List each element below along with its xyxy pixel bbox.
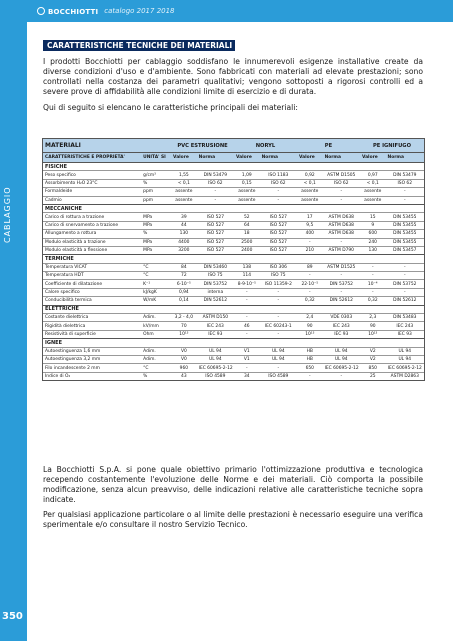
norm-cell: ISO 62 (197, 179, 234, 187)
norm-cell: UL 94 (197, 355, 234, 363)
norm-cell: DIN 53455 (386, 238, 424, 246)
value-cell: 90 (297, 322, 323, 330)
norm-cell: DIN 52612 (386, 297, 424, 305)
value-cell: 0,15 (234, 179, 260, 187)
unit-cell: g/cm³ (141, 171, 171, 179)
norm-cell: ISO 527 (197, 246, 234, 254)
norm-cell: ISO 527 (197, 221, 234, 229)
value-cell: 25 (360, 372, 386, 380)
norm-cell: DIN 53752 (197, 280, 234, 288)
value-cell: assente (297, 188, 323, 196)
header-bar (27, 0, 453, 22)
value-cell: - (360, 272, 386, 280)
value-cell: - (360, 263, 386, 271)
unit-cell: MPa (141, 246, 171, 254)
unit-cell: K⁻¹ (141, 280, 171, 288)
value-cell: 3,2 - 4,0 (171, 314, 197, 322)
table-row (43, 372, 424, 380)
unit-cell: Adim. (141, 355, 171, 363)
value-cell: 10¹³ (360, 330, 386, 338)
material-pe-ignifugo: PE IGNIFUGO (360, 139, 424, 153)
value-cell: 46 (234, 322, 260, 330)
norm-cell: - (260, 196, 297, 204)
norm-cell: DIN 53479 (386, 171, 424, 179)
norm-cell: ISO 527 (197, 230, 234, 238)
unit-cell: ppm (141, 196, 171, 204)
section-heading: IGNEE (43, 339, 424, 347)
brand-circle-icon (37, 7, 45, 15)
value-cell: 15 (360, 213, 386, 221)
value-cell: 64 (234, 221, 260, 229)
norm-cell: IEC 60243-1 (260, 322, 297, 330)
norm-cell: UL 94 (386, 347, 424, 355)
property-cell: Cadmio (43, 196, 141, 204)
col-property: CARATTERISTICHE E PROPRIETA' (43, 153, 141, 163)
unit-cell: % (141, 372, 171, 380)
value-cell: 400 (297, 230, 323, 238)
table-header-materials (43, 139, 424, 153)
norm-cell: ISO 62 (386, 179, 424, 187)
value-cell: 10¹³ (297, 330, 323, 338)
value-cell: - (297, 288, 323, 296)
norm-cell: - (386, 288, 424, 296)
norm-cell: DIN 52612 (197, 297, 234, 305)
unit-cell: Ohm (141, 330, 171, 338)
property-cell: Carico di snervamento a trazione (43, 221, 141, 229)
unit-cell: kV/mm (141, 322, 171, 330)
norm-cell: DIN 53752 (323, 280, 360, 288)
norm-cell: - (260, 364, 297, 372)
value-cell: 850 (360, 364, 386, 372)
value-cell: 8-9·10⁻⁵ (234, 280, 260, 288)
unit-cell: °C (141, 364, 171, 372)
value-cell: 130 (171, 230, 197, 238)
norm-cell: ASTM D2863 (386, 372, 424, 380)
section-heading: MECCANICHE (43, 204, 424, 212)
value-cell: < 0,1 (171, 179, 197, 187)
unit-cell: % (141, 179, 171, 187)
norm-cell: - (323, 188, 360, 196)
footer-note-1: La Bocchiotti S.p.A. si pone quale obiettivo primario l'ottimizzazione produttiva e tecnologica recependo costantemente l'evoluzione delle Norme e dei materiali. Ciò comporta la possibile modificazione, senza alcun preavviso, delle indicazioni relative alle caratteristiche tecniche sopra indicate. (43, 465, 423, 504)
property-cell: Modulo elasticità a trazione (43, 238, 141, 246)
table-row (43, 355, 424, 363)
value-cell: HB (297, 355, 323, 363)
property-cell: Modulo elasticità a flessione (43, 246, 141, 254)
footer-note-2: Per qualsiasi applicazione particolare o al limite delle prestazioni è necessario eseguire una verifica sperimentale e/o consultare il nostro Servizio Tecnico. (43, 510, 423, 529)
property-cell: Assorbimento H₂O 23°C (43, 179, 141, 187)
norm-cell: ISO 527 (260, 246, 297, 254)
value-cell: 90 (360, 322, 386, 330)
unit-cell: W/mK (141, 297, 171, 305)
norm-cell: UL 94 (260, 347, 297, 355)
norm-cell: - (323, 372, 360, 380)
unit-cell: MPa (141, 238, 171, 246)
table-row (43, 221, 424, 229)
value-cell: 3200 (171, 246, 197, 254)
value-cell: HB (297, 347, 323, 355)
col-value: Valore (360, 153, 386, 163)
value-cell: assente (297, 196, 323, 204)
property-cell: Formaldeide (43, 188, 141, 196)
value-cell: 1,55 (171, 171, 197, 179)
table-row (43, 364, 424, 372)
norm-cell: ISO 527 (260, 213, 297, 221)
norm-cell: DIN 52612 (323, 297, 360, 305)
value-cell: 0,97 (360, 171, 386, 179)
table-section-row (43, 305, 424, 313)
norm-cell: ASTM D1525 (323, 263, 360, 271)
unit-cell: kJ/kgK (141, 288, 171, 296)
value-cell: - (297, 238, 323, 246)
value-cell: - (234, 288, 260, 296)
value-cell: 0,92 (297, 171, 323, 179)
col-value: Valore (234, 153, 260, 163)
col-norm: Norma (260, 153, 297, 163)
norm-cell: ISO 527 (260, 230, 297, 238)
section-heading: ELETTRICHE (43, 305, 424, 313)
value-cell: 2,4 (297, 314, 323, 322)
norm-cell: IEC 60695-2-12 (198, 365, 233, 371)
col-norm: Norma (323, 153, 360, 163)
value-cell: assente (360, 196, 386, 204)
value-cell: 10⁻⁴ (360, 280, 386, 288)
value-cell: 960 (171, 364, 197, 372)
table-row (43, 314, 424, 322)
value-cell: 18 (234, 230, 260, 238)
norm-cell: DIN 53455 (386, 230, 424, 238)
table-row (43, 171, 424, 179)
norm-cell: IEC 243 (197, 322, 234, 330)
unit-cell: °C (141, 263, 171, 271)
section-heading: TERMICHE (43, 255, 424, 263)
norm-cell: ISO 11359-2 (260, 280, 297, 288)
page-title: CARATTERISTICHE TECNICHE DEI MATERIALI (43, 40, 235, 51)
property-cell: Conducibilità termica (43, 297, 141, 305)
col-value: Valore (171, 153, 197, 163)
brand-logo (37, 7, 98, 16)
norm-cell: UL 94 (386, 355, 424, 363)
materials-table (42, 138, 425, 381)
material-pe: PE (297, 139, 360, 153)
norm-cell: UL 94 (197, 347, 234, 355)
property-cell: Rigidità dielettrica (43, 322, 141, 330)
value-cell: - (297, 272, 323, 280)
norm-cell: DIN 53455 (386, 221, 424, 229)
table-row (43, 297, 424, 305)
value-cell: 2400 (234, 246, 260, 254)
norm-cell: IEC 93 (197, 330, 234, 338)
value-cell: assente (171, 188, 197, 196)
value-cell: 2500 (234, 238, 260, 246)
unit-cell: % (141, 230, 171, 238)
norm-cell: - (260, 330, 297, 338)
norm-cell: DIN 53479 (197, 171, 234, 179)
page-number: 350 (2, 611, 23, 622)
value-cell: assente (234, 196, 260, 204)
norm-cell: - (260, 188, 297, 196)
norm-cell: ISO 4589 (197, 372, 234, 380)
norm-cell: ASTM D790 (323, 246, 360, 254)
table-row (43, 347, 424, 355)
value-cell: assente (360, 188, 386, 196)
norm-cell: ASTM D638 (323, 230, 360, 238)
norm-cell: ISO 75 (260, 272, 297, 280)
value-cell: 240 (360, 238, 386, 246)
property-cell: Allungamento a rottura (43, 230, 141, 238)
property-cell: Calore specifico (43, 288, 141, 296)
property-cell: Temperatura VICAT (43, 263, 141, 271)
value-cell: V0 (171, 355, 197, 363)
norm-cell: - (386, 196, 424, 204)
norm-cell: ISO 1183 (260, 171, 297, 179)
norm-cell: IEC 60695-2-12 (324, 365, 359, 371)
norm-cell: ISO 527 (260, 238, 297, 246)
catalog-subtitle: catalogo 2017 2018 (104, 7, 175, 15)
value-cell: 44 (171, 221, 197, 229)
norm-cell: IEC 93 (386, 330, 424, 338)
col-norm: Norma (386, 153, 424, 163)
norm-cell: DIN 53457 (386, 246, 424, 254)
value-cell: V0 (171, 347, 197, 355)
property-cell: Peso specifico (43, 171, 141, 179)
norm-cell: ISO 62 (323, 179, 360, 187)
property-cell: Coefficiente di dilatazione (43, 280, 141, 288)
norm-cell: - (260, 297, 297, 305)
norm-cell: - (386, 272, 424, 280)
property-cell: Carico di rottura a trazione (43, 213, 141, 221)
brand-name: BOCCHIOTTI (48, 7, 99, 16)
norm-cell: - (197, 188, 234, 196)
value-cell: V2 (360, 355, 386, 363)
value-cell: < 0,1 (297, 179, 323, 187)
value-cell: 22·10⁻⁵ (297, 280, 323, 288)
value-cell: 72 (171, 272, 197, 280)
col-norm: Norma (197, 153, 234, 163)
norm-cell: ASTM D1505 (323, 171, 360, 179)
property-cell: Filo incandescente 2 mm (43, 364, 141, 372)
section-heading: FISICHE (43, 163, 424, 171)
unit-cell: Adim. (141, 347, 171, 355)
norm-cell: IEC 60695-2-12 (386, 364, 424, 372)
norm-cell: DIN 53483 (386, 314, 424, 322)
value-cell: assente (171, 196, 197, 204)
col-unit: UNITA' SI (141, 153, 171, 163)
property-cell: Temperatura HDT (43, 272, 141, 280)
value-cell: 6·10⁻⁵ (171, 280, 197, 288)
norm-cell: - (323, 288, 360, 296)
norm-cell: ISO 527 (260, 221, 297, 229)
value-cell: V1 (234, 355, 260, 363)
table-row (43, 280, 424, 288)
value-cell: 600 (360, 230, 386, 238)
norm-cell: IEC 243 (386, 322, 424, 330)
value-cell: 0,32 (360, 297, 386, 305)
value-cell: 70 (171, 322, 197, 330)
table-row (43, 188, 424, 196)
value-cell: 0,32 (297, 297, 323, 305)
sidebar (0, 0, 27, 641)
value-cell: 9 (360, 221, 386, 229)
table-row (43, 246, 424, 254)
norm-cell: IEC 93 (323, 330, 360, 338)
section-label: CABLAGGIO (3, 186, 12, 244)
norm-cell: VDE 0303 (323, 314, 360, 322)
value-cell: 89 (297, 263, 323, 271)
table-row (43, 272, 424, 280)
value-cell: 114 (234, 272, 260, 280)
value-cell: 0,94 (171, 288, 197, 296)
norm-cell: ASTM D638 (323, 213, 360, 221)
value-cell: 43 (171, 372, 197, 380)
property-cell: Autoestinguenza 1,6 mm (43, 347, 141, 355)
unit-cell: ppm (141, 188, 171, 196)
value-cell: V1 (234, 347, 260, 355)
value-cell: - (297, 372, 323, 380)
norm-cell: ISO 306 (260, 263, 297, 271)
value-cell: 138 (234, 263, 260, 271)
value-cell: assente (234, 188, 260, 196)
value-cell: 84 (171, 263, 197, 271)
unit-cell: °C (141, 272, 171, 280)
norm-cell: ASTM D638 (323, 221, 360, 229)
norm-cell: - (260, 288, 297, 296)
table-section-row (43, 163, 424, 171)
value-cell: - (234, 297, 260, 305)
unit-cell: Adim. (141, 314, 171, 322)
norm-cell: - (386, 188, 424, 196)
norm-cell: UL 94 (323, 347, 360, 355)
norm-cell: - (323, 272, 360, 280)
table-row (43, 230, 424, 238)
unit-cell: MPa (141, 221, 171, 229)
table-row (43, 196, 424, 204)
table-row (43, 213, 424, 221)
value-cell: 52 (234, 213, 260, 221)
property-cell: Autoestinguenza 3,2 mm (43, 355, 141, 363)
value-cell: - (234, 364, 260, 372)
table-row (43, 330, 424, 338)
norm-cell: UL 94 (260, 355, 297, 363)
value-cell: V2 (360, 347, 386, 355)
value-cell: - (234, 314, 260, 322)
norm-cell: - (323, 196, 360, 204)
table-row (43, 288, 424, 296)
table-section-row (43, 204, 424, 212)
norm-cell: - (323, 238, 360, 246)
norm-cell: - (260, 314, 297, 322)
table-section-row (43, 255, 424, 263)
property-cell: Costante dielettrica (43, 314, 141, 322)
value-cell: 10¹³ (171, 330, 197, 338)
norm-cell: IEC 243 (323, 322, 360, 330)
value-cell: 4400 (171, 238, 197, 246)
norm-cell: ISO 4589 (260, 372, 297, 380)
intro-paragraph: I prodotti Bocchiotti per cablaggio soddisfano le innumerevoli esigenze installative create da diverse condizioni d'uso e d'ambiente. Sono fabbricati con materiali ad elevate prestazioni; sono controllati nella costanza dei parametri qualitativi; vengono sottoposti a rigorosi controlli ed a severe prove di affidabilità alle condizioni limite di esercizio e di durata. (43, 57, 423, 96)
table-row (43, 238, 424, 246)
table-row (43, 179, 424, 187)
value-cell: 39 (171, 213, 197, 221)
table-row (43, 322, 424, 330)
materials-heading: MATERIALI (43, 139, 171, 153)
value-cell: 9,5 (297, 221, 323, 229)
value-cell: 0,14 (171, 297, 197, 305)
table-header-columns (43, 153, 424, 163)
material-pvc: PVC ESTRUSIONE (171, 139, 234, 153)
norm-cell: ISO 62 (260, 179, 297, 187)
value-cell: 17 (297, 213, 323, 221)
property-cell: Resistività di superficie (43, 330, 141, 338)
norm-cell: DIN 53752 (386, 280, 424, 288)
value-cell: 1,09 (234, 171, 260, 179)
material-noryl: NORYL (234, 139, 297, 153)
norm-cell: DIN 53460 (197, 263, 234, 271)
value-cell: - (360, 288, 386, 296)
table-section-row (43, 339, 424, 347)
table-row (43, 263, 424, 271)
property-cell: Indice di O₂ (43, 372, 141, 380)
norm-cell: DIN 53455 (386, 213, 424, 221)
norm-cell: - (386, 263, 424, 271)
value-cell: 130 (360, 246, 386, 254)
norm-cell: ISO 75 (197, 272, 234, 280)
value-cell: 2,3 (360, 314, 386, 322)
norm-cell: ISO 527 (197, 238, 234, 246)
norm-cell: UL 94 (323, 355, 360, 363)
norm-cell: ASTM D150 (197, 314, 234, 322)
value-cell: - (234, 330, 260, 338)
value-cell: 210 (297, 246, 323, 254)
value-cell: 650 (297, 364, 323, 372)
norm-cell: - (197, 196, 234, 204)
value-cell: 34 (234, 372, 260, 380)
value-cell: < 0,1 (360, 179, 386, 187)
unit-cell: MPa (141, 213, 171, 221)
norm-cell: interna (197, 288, 234, 296)
lead-paragraph: Qui di seguito si elencano le caratteristiche principali dei materiali: (43, 103, 298, 112)
norm-cell: ISO 527 (197, 213, 234, 221)
col-value: Valore (297, 153, 323, 163)
